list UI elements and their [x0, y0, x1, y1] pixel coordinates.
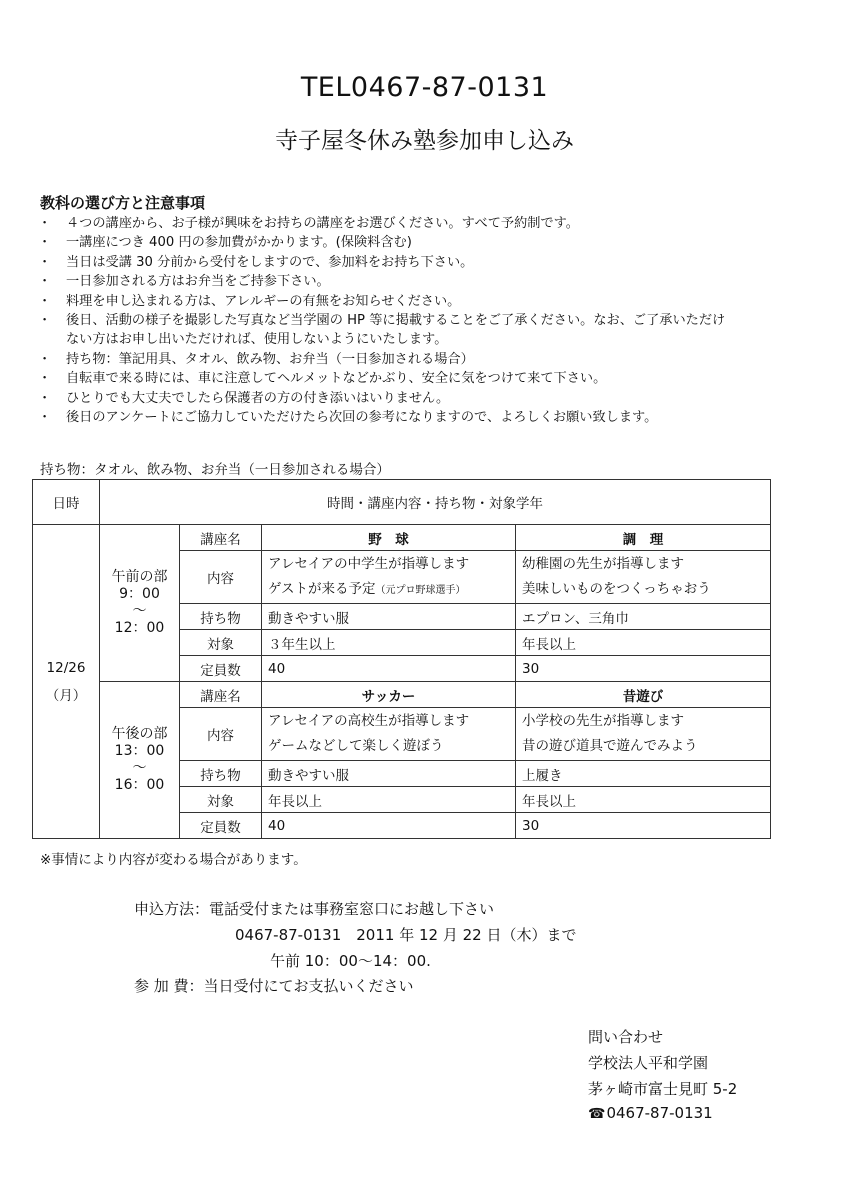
contact-phone: ☎0467-87-0131: [588, 1104, 713, 1122]
list-item: ・ ４つの講座から、お子様が興味をお持ちの講座をお選びください。すべて予約制です。: [38, 216, 579, 231]
list-item: ・ 後日、活動の様子を撮影した写真など当学園の HP 等に掲載することをご了承ください。なお、ご了承いただけ ない方はお申し出いただければ、使用しないようにいたします。: [38, 313, 726, 348]
course-target: 年長以上: [516, 630, 771, 656]
table-row: [33, 682, 771, 708]
course-target: ３年生以上: [262, 630, 516, 656]
application-phone-deadline: 0467-87-0131 2011 年 12 月 22 日（木）まで: [235, 926, 577, 944]
list-item: ・ 当日は受講 30 分前から受付をしますので、参加料をお持ち下さい。: [38, 254, 474, 270]
list-item: ・ 一日参加される方はお弁当をご持参下さい。: [38, 274, 330, 290]
course-content: 小学校の先生が指導します 昔の遊び道具で遊んでみよう: [516, 708, 771, 761]
course-capacity: 30: [516, 656, 771, 682]
footnote: ※事情により内容が変わる場合があります。: [40, 852, 307, 868]
course-items: 動きやすい服: [262, 604, 516, 630]
course-capacity: 30: [516, 813, 771, 839]
phone-icon: ☎: [588, 1106, 606, 1122]
row-label-capacity: 定員数: [180, 656, 262, 682]
row-label-target: 対象: [180, 787, 262, 813]
course-content: アレセイアの中学生が指導します ゲストが来る予定（元プロ野球選手）: [262, 551, 516, 604]
course-items: 動きやすい服: [262, 761, 516, 787]
application-method: 申込方法：電話受付または事務室窓口にお越し下さい: [134, 900, 495, 918]
notes-list: [38, 214, 828, 427]
row-label-course: 講座名: [180, 682, 262, 708]
row-label-items: 持ち物: [180, 604, 262, 630]
contact-heading: 問い合わせ: [588, 1028, 664, 1046]
schedule-table: [32, 479, 771, 839]
course-name: 昔遊び: [516, 682, 771, 708]
session-afternoon: 午後の部 13：00 ～ 16：00: [100, 682, 180, 839]
date-value: 12/26: [46, 659, 86, 676]
course-capacity: 40: [262, 813, 516, 839]
row-label-capacity: 定員数: [180, 813, 262, 839]
row-label-items: 持ち物: [180, 761, 262, 787]
notes-heading: 教科の選び方と注意事項: [40, 194, 206, 212]
date-cell: [33, 525, 100, 839]
list-item: ・ 後日のアンケートにご協力していただけたら次回の参考になりますので、よろしくお願い致します。: [38, 410, 658, 426]
bring-items-line: 持ち物：タオル、飲み物、お弁当（一日参加される場合）: [40, 462, 390, 478]
course-items: 上履き: [516, 761, 771, 787]
application-fee: 参 加 費：当日受付にてお支払いください: [134, 977, 414, 995]
page-title: 寺子屋冬休み塾参加申し込み: [275, 128, 574, 154]
course-name: サッカー: [262, 682, 516, 708]
course-target: 年長以上: [516, 787, 771, 813]
list-item: ・ 料理を申し込まれる方は、アレルギーの有無をお知らせください。: [38, 293, 461, 309]
list-item: ・ ひとりでも大丈夫でしたら保護者の方の付き添いはいりません。: [38, 390, 450, 406]
header-detail: 時間・講座内容・持ち物・対象学年: [100, 480, 771, 525]
row-label-target: 対象: [180, 630, 262, 656]
contact-address: 茅ヶ崎市富士見町 5-2: [588, 1080, 738, 1098]
row-label-content: 内容: [180, 551, 262, 604]
course-target: 年長以上: [262, 787, 516, 813]
course-content: アレセイアの高校生が指導します ゲームなどして楽しく遊ぼう: [262, 708, 516, 761]
course-items: エプロン、三角巾: [516, 604, 771, 630]
list-item: ・ 持ち物：筆記用具、タオル、飲み物、お弁当（一日参加される場合）: [38, 351, 474, 367]
session-morning: 午前の部 9：00 ～ 12：00: [100, 525, 180, 682]
header-date: 日時: [33, 480, 100, 525]
contact-org: 学校法人平和学園: [588, 1054, 709, 1072]
application-hours: 午前 10：00～14：00.: [270, 952, 431, 970]
row-label-course: 講座名: [180, 525, 262, 551]
tel-title: TEL0467-87-0131: [300, 72, 549, 103]
row-label-content: 内容: [180, 708, 262, 761]
course-name: 調 理: [516, 525, 771, 551]
course-content: 幼稚園の先生が指導します 美味しいものをつくっちゃおう: [516, 551, 771, 604]
course-capacity: 40: [262, 656, 516, 682]
list-item: ・ 自転車で来る時には、車に注意してヘルメットなどかぶり、安全に気をつけて来て下さい。: [38, 371, 607, 387]
weekday-value: （月）: [45, 687, 87, 704]
course-name: 野 球: [262, 525, 516, 551]
list-item: ・ 一講座につき 400 円の参加費がかかります。(保険料含む): [38, 235, 412, 251]
table-row: [33, 525, 771, 551]
table-header-row: [33, 480, 771, 525]
